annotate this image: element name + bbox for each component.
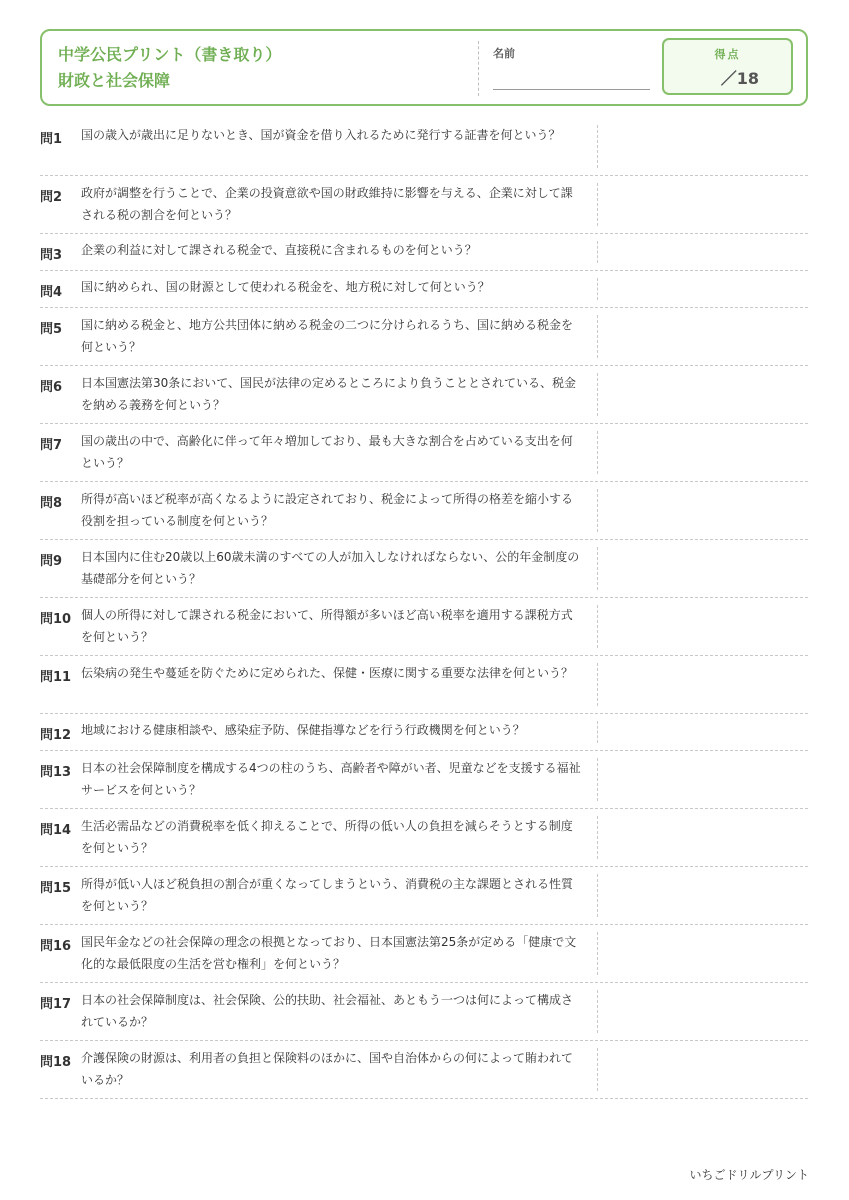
worksheet-title: 中学公民プリント（書き取り） <box>58 45 282 64</box>
answer-field[interactable] <box>597 373 808 416</box>
answer-field[interactable] <box>597 816 808 859</box>
question-number: 問13 <box>40 765 72 780</box>
question-text: 所得が低い人ほど税負担の割合が重くなってしまうという、消費税の主な課題とされる性質を何という？ <box>81 877 574 913</box>
title-block <box>58 42 281 94</box>
question-row <box>40 271 808 308</box>
question-row <box>40 598 808 656</box>
question-text: 生活必需品などの消費税率を低く抑えることで、所得の低い人の負担を減らそうとする制度を何という？ <box>81 819 573 855</box>
question-text: 介護保険の財源は、利用者の負担と保険料のほかに、国や自治体からの何によって賄われているか？ <box>81 1051 574 1087</box>
question-number: 問6 <box>40 380 63 395</box>
score-total: ／18 <box>720 69 759 88</box>
answer-field[interactable] <box>597 125 808 168</box>
question-row <box>40 714 808 751</box>
question-list <box>40 118 808 1099</box>
question-row <box>40 809 808 867</box>
worksheet-subtitle: 財政と社会保障 <box>58 71 171 90</box>
question-number: 問2 <box>40 190 63 205</box>
question-text: 企業の利益に対して課される税金で、直接税に含まれるものを何という？ <box>81 243 477 257</box>
answer-field[interactable] <box>597 278 808 300</box>
question-row <box>40 234 808 271</box>
question-number: 問12 <box>40 728 72 743</box>
footer-brand: いちごドリルプリント <box>689 1168 809 1182</box>
answer-field[interactable] <box>597 489 808 532</box>
question-text: 日本の社会保障制度を構成する4つの柱のうち、高齢者や障がい者、児童などを支援する福祉サービスを何という？ <box>81 761 581 797</box>
answer-field[interactable] <box>597 663 808 706</box>
answer-field[interactable] <box>597 431 808 474</box>
question-number: 問17 <box>40 997 72 1012</box>
question-number: 問18 <box>40 1055 72 1070</box>
answer-field[interactable] <box>597 932 808 975</box>
answer-field[interactable] <box>597 605 808 648</box>
question-text: 国の歳出の中で、高齢化に伴って年々増加しており、最も大きな割合を占めている支出を何という？ <box>81 434 573 470</box>
question-text: 所得が高いほど税率が高くなるように設定されており、税金によって所得の格差を縮小する役割を担っている制度を何という？ <box>81 492 574 528</box>
question-row <box>40 656 808 714</box>
question-row <box>40 176 808 234</box>
question-text: 国民年金などの社会保障の理念の根拠となっており、日本国憲法第25条が定める「健康で文化的な最低限度の生活を営む権利」を何という？ <box>81 935 577 971</box>
question-number: 問4 <box>40 285 63 300</box>
score-box <box>662 38 793 95</box>
question-number: 問7 <box>40 438 63 453</box>
question-number: 問3 <box>40 248 63 263</box>
question-row <box>40 540 808 598</box>
question-text: 政府が調整を行うことで、企業の投資意欲や国の財政維持に影響を与える、企業に対して課される税の割合を何という？ <box>81 186 573 222</box>
answer-field[interactable] <box>597 547 808 590</box>
answer-field[interactable] <box>597 874 808 917</box>
question-row <box>40 1041 808 1099</box>
question-number: 問10 <box>40 612 72 627</box>
question-text: 国に納められ、国の財源として使われる税金を、地方税に対して何という？ <box>81 280 490 294</box>
name-field[interactable] <box>493 89 650 90</box>
question-row <box>40 424 808 482</box>
question-text: 日本国憲法第30条において、国民が法律の定めるところにより負うこととされている、税金を納める義務を何という？ <box>81 376 577 412</box>
question-text: 日本の社会保障制度は、社会保険、公的扶助、社会福祉、あともう一つは何によって構成されているか？ <box>81 993 574 1029</box>
question-text: 伝染病の発生や蔓延を防ぐために定められた、保健・医療に関する重要な法律を何という？ <box>81 666 574 680</box>
question-text: 個人の所得に対して課される税金において、所得額が多いほど高い税率を適用する課税方式を何という？ <box>81 608 573 644</box>
question-text: 日本国内に住む20歳以上60歳未満のすべての人が加入しなければならない、公的年金制度の基礎部分を何という？ <box>81 550 580 586</box>
answer-field[interactable] <box>597 315 808 358</box>
answer-field[interactable] <box>597 183 808 226</box>
question-text: 国の歳入が歳出に足りないとき、国が資金を借り入れるために発行する証書を何という？ <box>81 128 561 142</box>
question-text: 国に納める税金と、地方公共団体に納める税金の二つに分けられるうち、国に納める税金を何という？ <box>81 318 574 354</box>
question-number: 問5 <box>40 322 63 337</box>
question-row <box>40 118 808 176</box>
answer-field[interactable] <box>597 241 808 263</box>
question-number: 問16 <box>40 939 72 954</box>
question-row <box>40 308 808 366</box>
question-number: 問1 <box>40 132 63 147</box>
question-number: 問11 <box>40 670 72 685</box>
question-number: 問9 <box>40 554 63 569</box>
worksheet-header <box>40 29 808 106</box>
question-number: 問15 <box>40 881 72 896</box>
question-row <box>40 983 808 1041</box>
question-row <box>40 751 808 809</box>
question-number: 問14 <box>40 823 72 838</box>
question-number: 問8 <box>40 496 63 511</box>
question-row <box>40 925 808 983</box>
score-label: 得点 <box>714 48 741 61</box>
answer-field[interactable] <box>597 758 808 801</box>
header-divider <box>478 41 479 96</box>
question-row <box>40 366 808 424</box>
question-text: 地域における健康相談や、感染症予防、保健指導などを行う行政機関を何という？ <box>81 723 525 737</box>
answer-field[interactable] <box>597 1048 808 1091</box>
question-row <box>40 867 808 925</box>
question-row <box>40 482 808 540</box>
name-label: 名前 <box>493 47 515 60</box>
answer-field[interactable] <box>597 990 808 1033</box>
answer-field[interactable] <box>597 721 808 743</box>
